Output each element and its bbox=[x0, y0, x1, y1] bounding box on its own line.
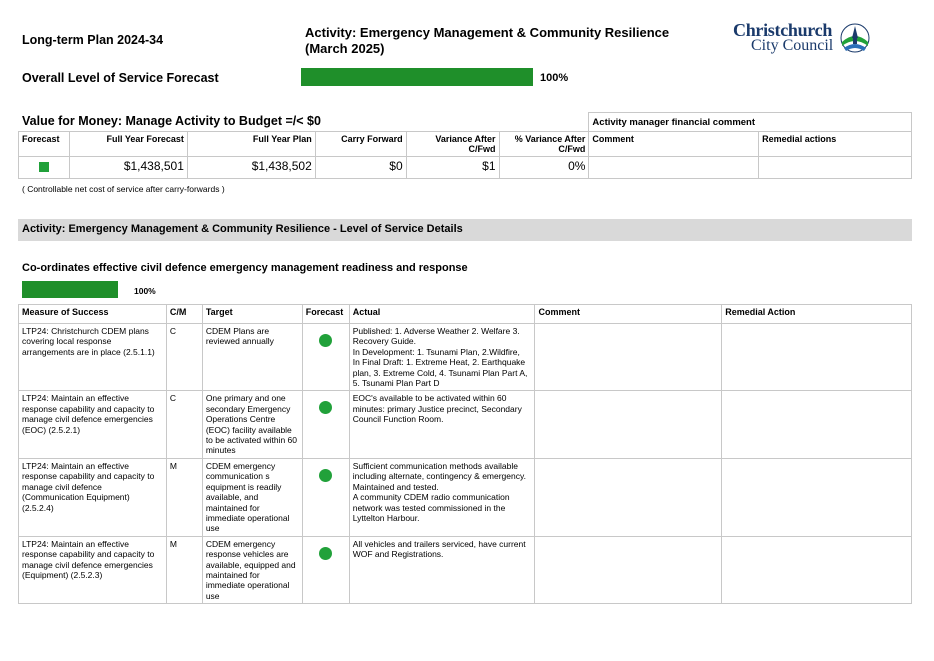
comment-cell bbox=[535, 458, 722, 536]
target-cell: One primary and one secondary Emergency Operations Centre (EOC) facility available to be activated within 60 minutes bbox=[202, 391, 302, 458]
target-cell: CDEM emergency response vehicles are available, equipped and maintained for immediate operational use bbox=[202, 536, 302, 603]
forecast-cell bbox=[302, 536, 349, 603]
logo-line1: Christchurch bbox=[733, 20, 833, 40]
measure-cell: LTP24: Maintain an effective response capability and capacity to manage civil defence (Communication Equipment) (2.5.2.4) bbox=[19, 458, 167, 536]
activity-period: (March 2025) bbox=[305, 41, 385, 56]
vfm-comment-header: Activity manager financial comment bbox=[589, 113, 912, 132]
los-col-target: Target bbox=[202, 305, 302, 324]
table-row bbox=[19, 391, 912, 458]
green-status-icon bbox=[319, 469, 332, 482]
comment-cell bbox=[535, 324, 722, 391]
actual-cell: All vehicles and trailers serviced, have current WOF and Registrations. bbox=[349, 536, 535, 603]
subsection-percent: 100% bbox=[134, 286, 156, 296]
cm-cell: C bbox=[166, 391, 202, 458]
logo-line2: City Council bbox=[751, 37, 834, 54]
col-full-year-forecast: Full Year Forecast bbox=[69, 132, 187, 157]
vfm-pct-variance: 0% bbox=[499, 157, 589, 179]
activity-title bbox=[305, 25, 705, 57]
plan-title: Long-term Plan 2024-34 bbox=[22, 33, 164, 47]
col-comment: Comment bbox=[589, 132, 759, 157]
comment-cell bbox=[535, 391, 722, 458]
measure-cell: LTP24: Maintain an effective response capability and capacity to manage civil defence emergencies (Equipment) (2.5.2.3) bbox=[19, 536, 167, 603]
actual-cell: Published: 1. Adverse Weather 2. Welfare 3. Recovery Guide. In Development: 1. Tsunami Plan, 2.Wildfire, In Final Draft: 1. Extreme Heat, 2. Earthquake plan, 3. Extreme Cold, 4. Tsunami Plan Part A, 5. Tsunami Plan Part D bbox=[349, 324, 535, 391]
cathedral-icon bbox=[838, 22, 872, 54]
target-cell: CDEM Plans are reviewed annually bbox=[202, 324, 302, 391]
actual-cell: Sufficient communication methods available including alternate, contingency & emergency. Maintained and tested. A community CDEM radio communication network was tested commissioned in the Lyttelton Harbour. bbox=[349, 458, 535, 536]
vfm-comment bbox=[589, 157, 759, 179]
remedial-cell bbox=[722, 536, 912, 603]
vfm-variance: $1 bbox=[406, 157, 499, 179]
green-status-icon bbox=[319, 401, 332, 414]
table-row bbox=[19, 324, 912, 391]
vfm-title: Value for Money: Manage Activity to Budget =/< $0 bbox=[22, 114, 321, 128]
green-status-icon bbox=[319, 334, 332, 347]
table-row bbox=[19, 458, 912, 536]
cm-cell: M bbox=[166, 536, 202, 603]
green-status-icon bbox=[319, 547, 332, 560]
col-carry-forward: Carry Forward bbox=[315, 132, 406, 157]
overall-label: Overall Level of Service Forecast bbox=[22, 71, 219, 85]
activity-title-line: Activity: Emergency Management & Community Resilience bbox=[305, 25, 670, 40]
col-remedial: Remedial actions bbox=[759, 132, 912, 157]
vfm-table bbox=[18, 112, 912, 179]
overall-percent: 100% bbox=[540, 72, 569, 84]
col-forecast: Forecast bbox=[19, 132, 70, 157]
measure-cell: LTP24: Christchurch CDEM plans covering local response arrangements are in place (2.5.1.1) bbox=[19, 324, 167, 391]
actual-cell: EOC's available to be activated within 60 minutes: primary Justice precinct, Secondary Council Function Room. bbox=[349, 391, 535, 458]
vfm-full-year-forecast: $1,438,501 bbox=[69, 157, 187, 179]
los-col-comment: Comment bbox=[535, 305, 722, 324]
los-col-forecast: Forecast bbox=[302, 305, 349, 324]
vfm-full-year-plan: $1,438,502 bbox=[187, 157, 315, 179]
subsection-progress-bar bbox=[22, 281, 118, 298]
target-cell: CDEM emergency communication s equipment is readily available, and maintained for immediate operational use bbox=[202, 458, 302, 536]
forecast-cell bbox=[302, 458, 349, 536]
remedial-cell bbox=[722, 324, 912, 391]
vfm-forecast-indicator bbox=[19, 157, 70, 179]
subsection-title: Co-ordinates effective civil defence emergency management readiness and response bbox=[22, 262, 468, 274]
cm-cell: C bbox=[166, 324, 202, 391]
los-col-actual: Actual bbox=[349, 305, 535, 324]
comment-cell bbox=[535, 536, 722, 603]
remedial-cell bbox=[722, 391, 912, 458]
table-row bbox=[19, 536, 912, 603]
measure-cell: LTP24: Maintain an effective response capability and capacity to manage civil defence emergencies (EOC) (2.5.2.1) bbox=[19, 391, 167, 458]
los-col-cm: C/M bbox=[166, 305, 202, 324]
green-square-icon bbox=[39, 162, 49, 172]
los-col-measure: Measure of Success bbox=[19, 305, 167, 324]
forecast-cell bbox=[302, 324, 349, 391]
overall-progress-bar bbox=[301, 68, 533, 86]
forecast-cell bbox=[302, 391, 349, 458]
col-full-year-plan: Full Year Plan bbox=[187, 132, 315, 157]
remedial-cell bbox=[722, 458, 912, 536]
council-logo bbox=[733, 20, 873, 56]
los-table bbox=[18, 304, 912, 604]
vfm-carry-forward: $0 bbox=[315, 157, 406, 179]
vfm-remedial bbox=[759, 157, 912, 179]
section-title: Activity: Emergency Management & Community Resilience - Level of Service Details bbox=[22, 223, 463, 235]
col-pct-variance: % Variance After C/Fwd bbox=[499, 132, 589, 157]
vfm-note: ( Controllable net cost of service after carry-forwards ) bbox=[22, 184, 225, 194]
cm-cell: M bbox=[166, 458, 202, 536]
los-col-remedial: Remedial Action bbox=[722, 305, 912, 324]
col-variance: Variance After C/Fwd bbox=[406, 132, 499, 157]
